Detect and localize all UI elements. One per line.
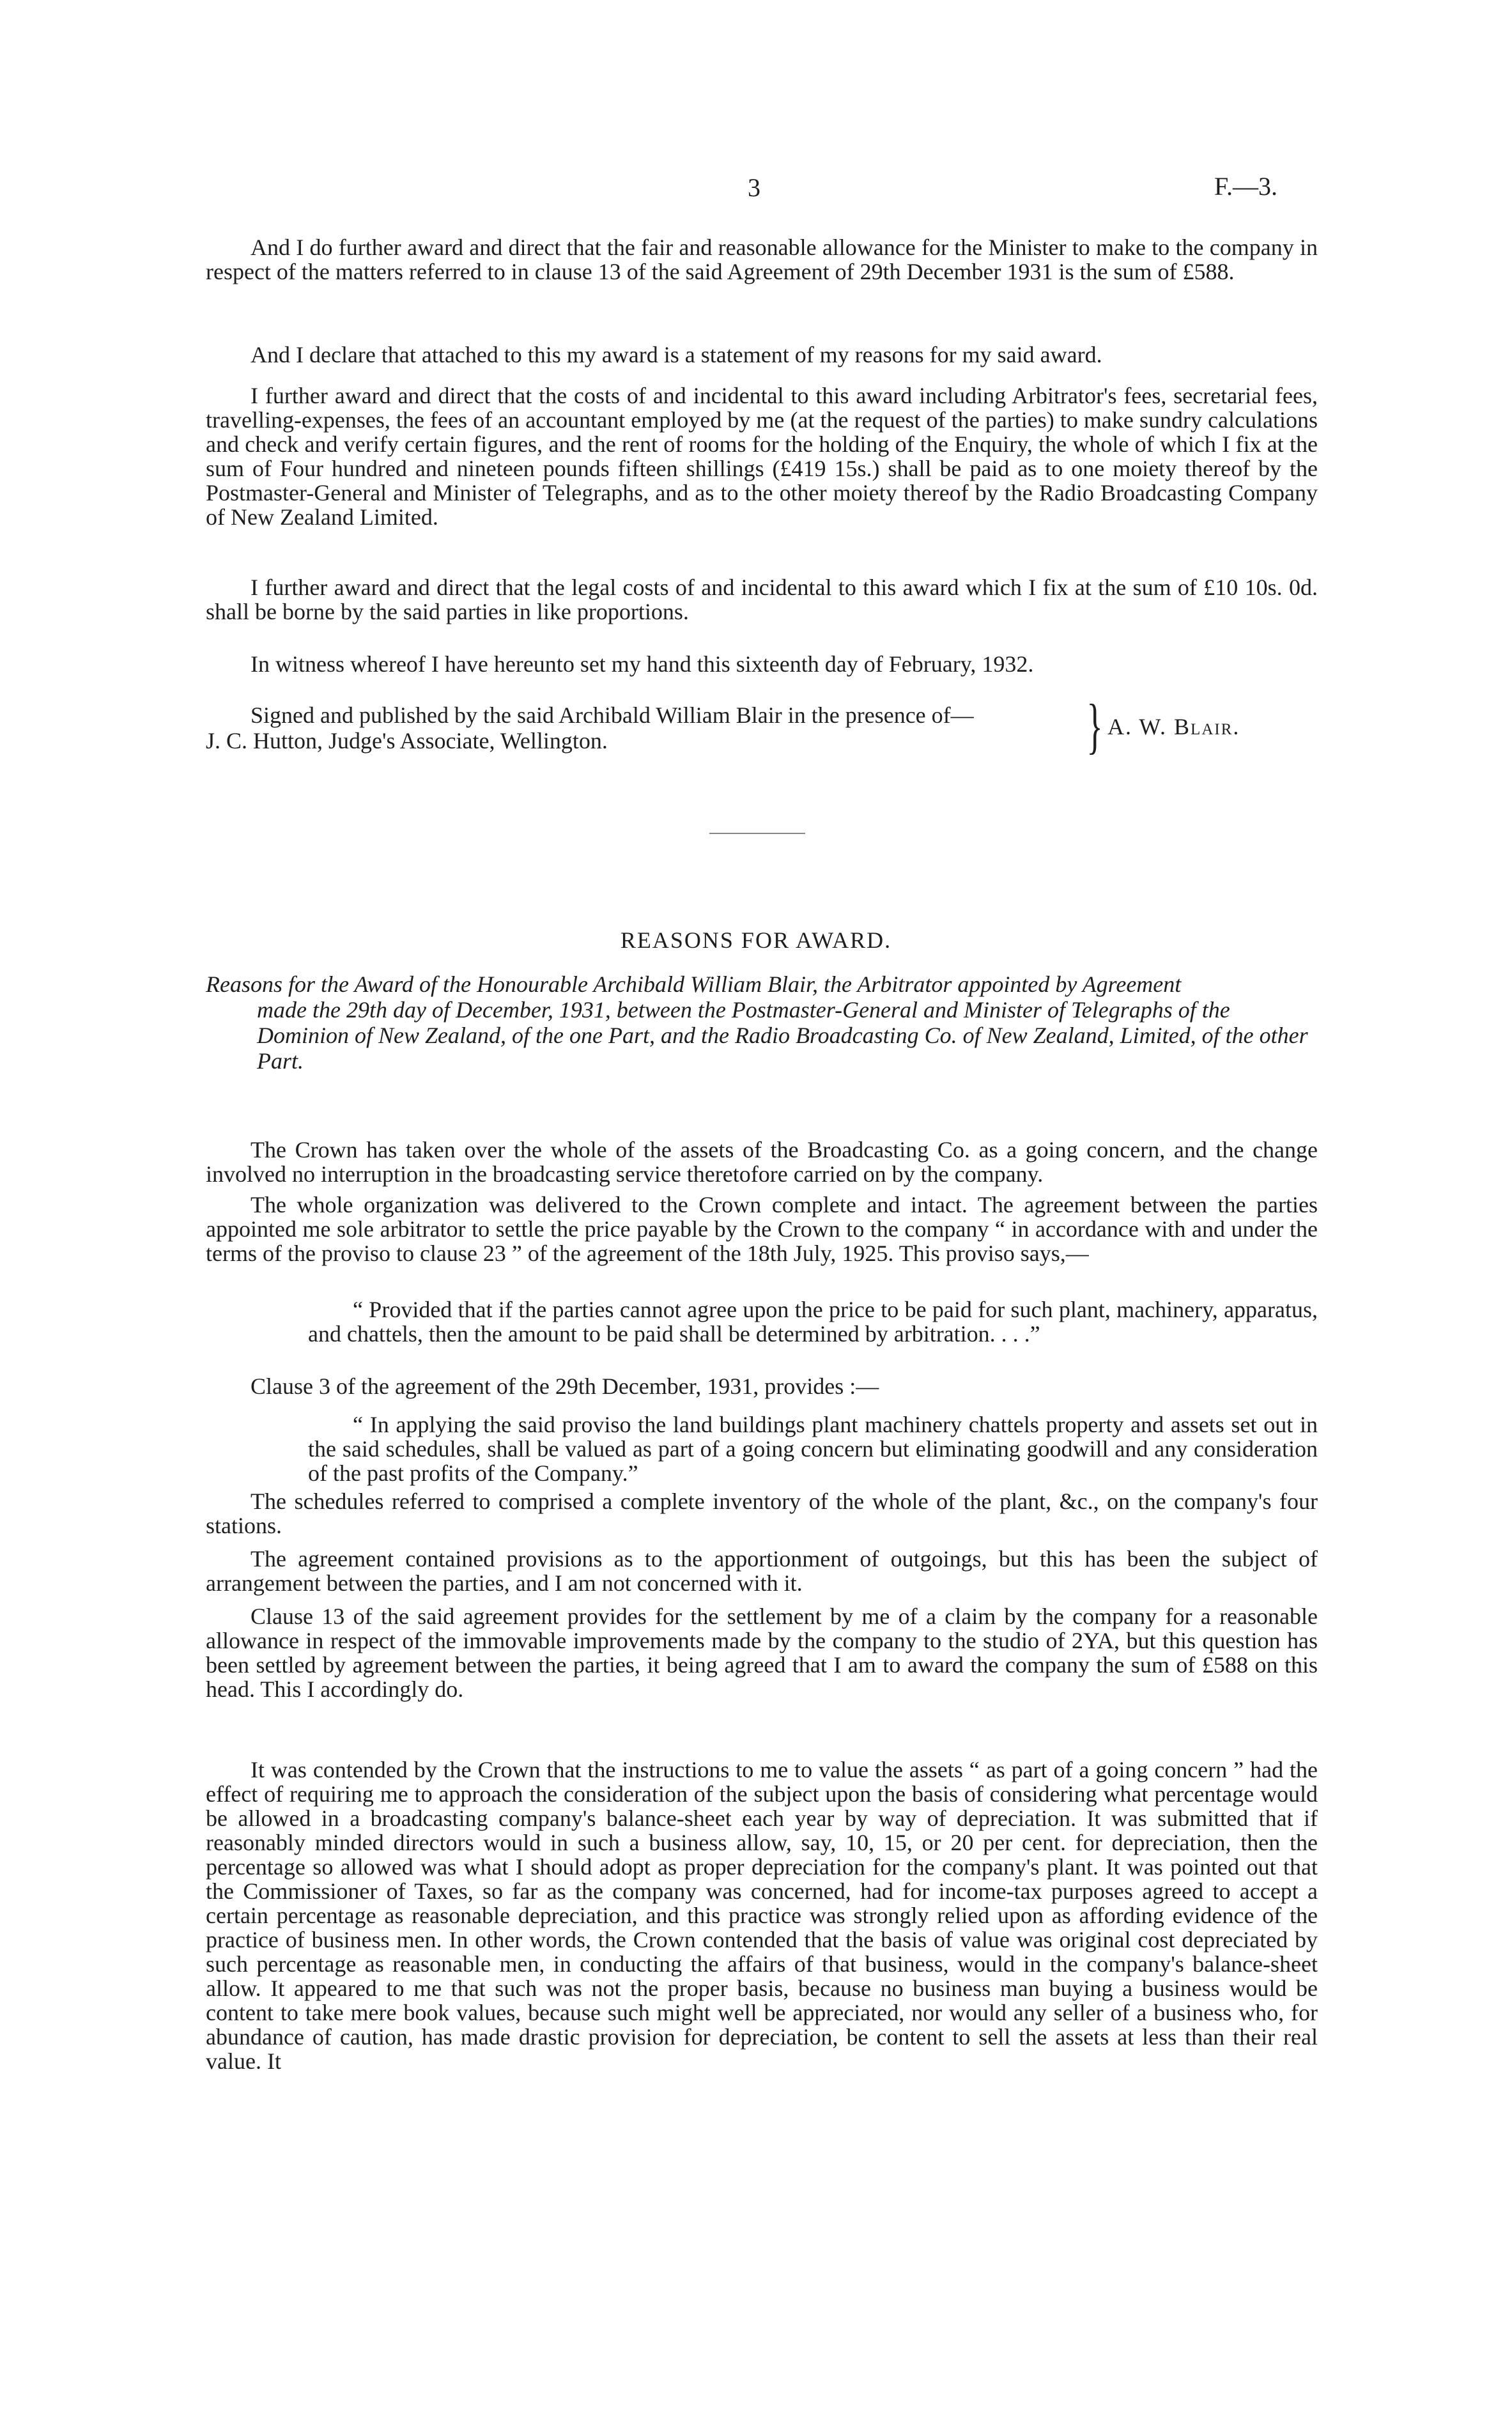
- reasons-paragraph-1: The Crown has taken over the whole of the assets of the Broadcasting Co. as a going concern, and the change involved no interruption in the broadcasting service theretofore carried on by the company.: [206, 1137, 1318, 1187]
- reasons-paragraph-2: The whole organization was delivered to the Crown complete and intact. The agreement between the parties appointed me sole arbitrator to settle the price payable by the Crown to the company “ in accordance with and under the terms of the proviso to clause 23 ” of the agreement of the 18th July, 1925. This proviso says,—: [206, 1192, 1318, 1266]
- reasons-paragraph-5: The agreement contained provisions as to the apportionment of outgoings, but this has been the subject of arrangement between the parties, and I am not concerned with it.: [206, 1546, 1318, 1596]
- award-paragraph-3: I further award and direct that the costs of and incidental to this award including Arbitrator's fees, secretarial fees, travelling-expenses, the fees of an accountant employed by me (at the request of the parties) to make sundry calculations and check and verify certain figures, and the rent of rooms for the holding of the Enquiry, the whole of which I fix at the sum of Four hundred and nineteen pounds fifteen shillings (£419 15s.) shall be paid as to one moiety thereof by the Postmaster-General and Minister of Telegraphs, and as to the other moiety thereof by the Radio Broadcasting Company of New Zealand Limited.: [206, 383, 1318, 530]
- section-divider: [709, 833, 805, 834]
- quote-clause-3: “ In applying the said proviso the land buildings plant machinery chattels property and assets set out in the said schedules, shall be valued as part of a going concern but eliminating goodwill and any consideration of the past profits of the Company.”: [308, 1412, 1318, 1486]
- award-paragraph-4: I further award and direct that the legal costs of and incidental to this award which I fix at the sum of £10 10s. 0d. shall be borne by the said parties in like proportions.: [206, 575, 1318, 624]
- reasons-paragraph-3: Clause 3 of the agreement of the 29th December, 1931, provides :—: [251, 1373, 879, 1399]
- reasons-paragraph-7: It was contended by the Crown that the instructions to me to value the assets “ as part of a going concern ” had the effect of requiring me to approach the consideration of the subject upon the basis of considering what percentage would be allowed in a broadcasting company's balance-sheet each year by way of depreciation. It was submitted that if reasonably minded directors would in such a business allow, say, 10, 15, or 20 per cent. for depreciation, then the percentage so allowed was what I should adopt as proper depreciation for the company's plant. It was pointed out that the Commissioner of Taxes, so far as the company was concerned, had for income-tax purposes agreed to accept a certain percentage as reasonable depreciation, and this practice was strongly relied upon as affording evidence of the practice of business men. In other words, the Crown contended that the basis of value was original cost depreciated by such percentage as reasonable men, in conducting the affairs of that business, would in the company's balance-sheet allow. It appeared to me that such was not the proper basis, because no business man buying a business would be content to take mere book values, because such might well be appreciated, nor would any seller of a business who, for abundance of caution, has made drastic provision for depreciation, be content to sell the assets at less than their real value. It: [206, 1757, 1318, 2074]
- reasons-subtitle: [206, 971, 1318, 1074]
- signature: [1107, 715, 1240, 739]
- signed-published-line: Signed and published by the said Archibald William Blair in the presence of—: [251, 702, 974, 728]
- reasons-paragraph-4: The schedules referred to comprised a complete inventory of the whole of the plant, &c., on the company's four stations.: [206, 1489, 1318, 1538]
- signature-surname: Blair.: [1174, 714, 1240, 739]
- signature-initials: A. W.: [1107, 714, 1168, 739]
- page-number: 3: [748, 173, 760, 202]
- signature-brace: }: [1086, 692, 1103, 760]
- reasons-title: REASONS FOR AWARD.: [620, 927, 892, 953]
- award-paragraph-5: In witness whereof I have hereunto set my hand this sixteenth day of February, 1932.: [251, 651, 1034, 677]
- award-paragraph-1: And I do further award and direct that the fair and reasonable allowance for the Minister to make to the company in respect of the matters referred to in clause 13 of the said Agreement of 29th December 1931 is the sum of £588.: [206, 235, 1318, 284]
- witness-line: J. C. Hutton, Judge's Associate, Wellington.: [206, 728, 608, 754]
- quote-proviso: “ Provided that if the parties cannot agree upon the price to be paid for such plant, machinery, apparatus, and chattels, then the amount to be paid shall be determined by arbitration. . . .”: [308, 1297, 1318, 1347]
- reasons-subtitle-first-line: Reasons for the Award of the Honourable Archibald William Blair, the Arbitrator appointed by Agreement: [206, 971, 1182, 997]
- reasons-paragraph-6: Clause 13 of the said agreement provides for the settlement by me of a claim by the company for a reasonable allowance in respect of the immovable improvements made by the company to the studio of 2YA, but this question has been settled by agreement between the parties, it being agreed that I am to award the company the sum of £588 on this head. This I accordingly do.: [206, 1604, 1318, 1702]
- reasons-subtitle-rest: made the 29th day of December, 1931, between the Postmaster-General and Minister of Telegraphs of the Dominion of New Zealand, of the one Part, and the Radio Broadcasting Co. of New Zealand, Limited, of the other Part.: [257, 997, 1308, 1074]
- document-reference: F.—3.: [1214, 172, 1278, 201]
- award-paragraph-2: And I declare that attached to this my award is a statement of my reasons for my said award.: [251, 342, 1102, 367]
